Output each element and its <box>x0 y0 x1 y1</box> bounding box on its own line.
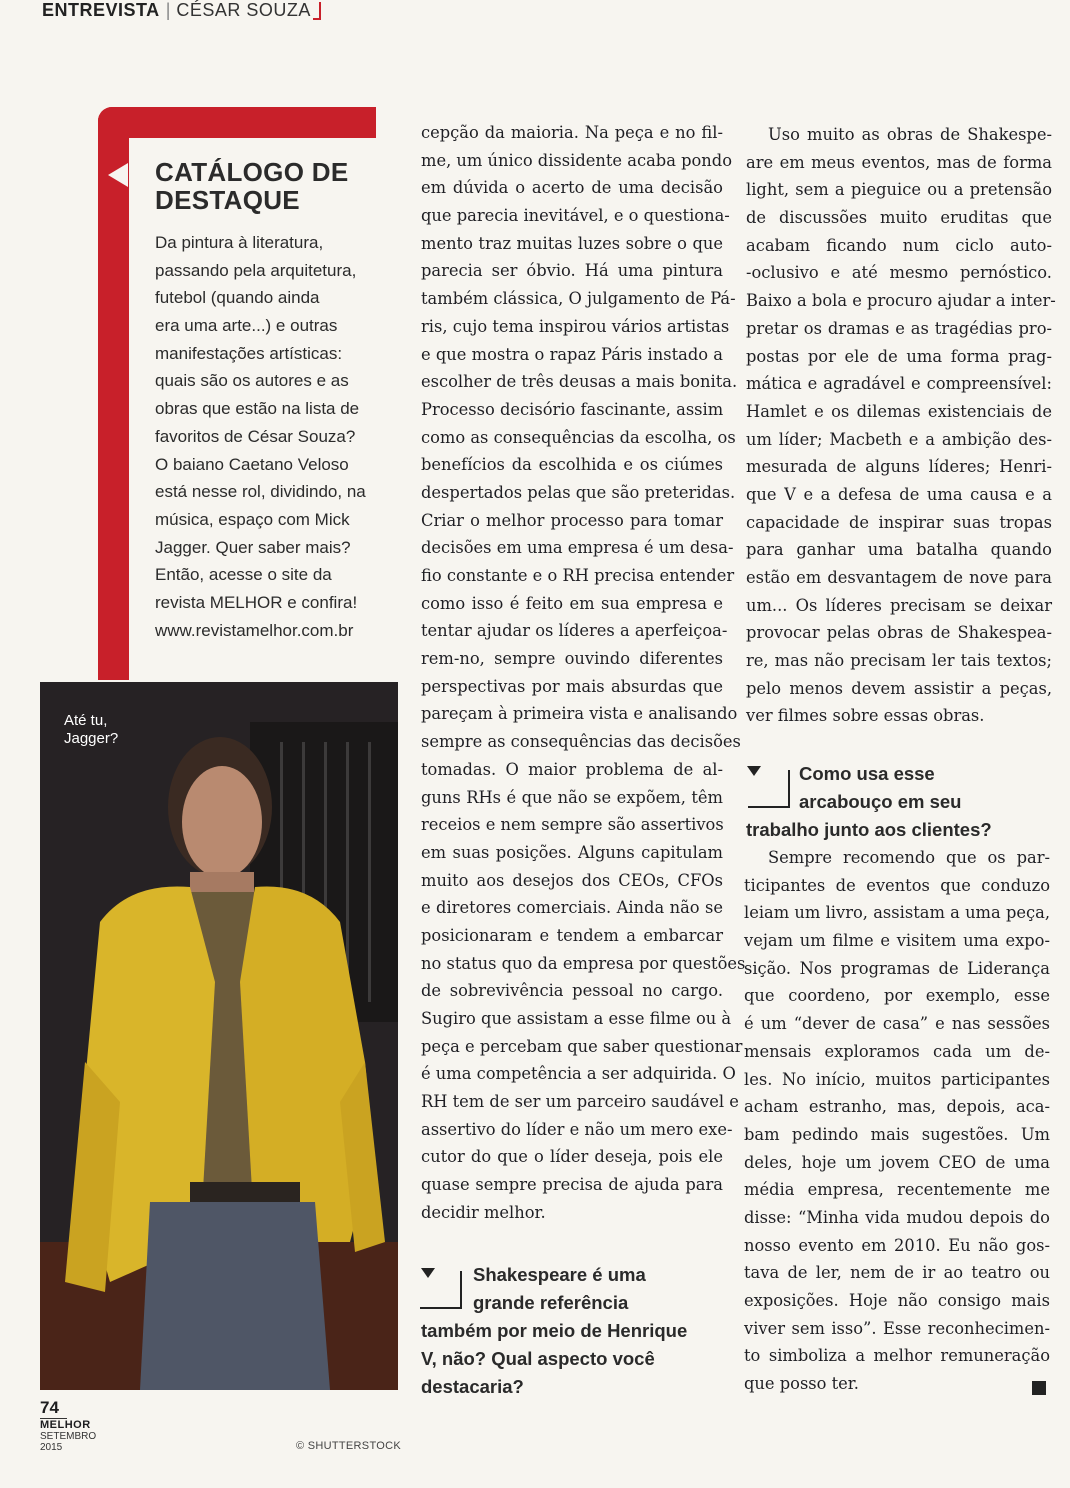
body-line: exposições. Hoje não consigo mais <box>744 1291 1050 1310</box>
sidebar-notch <box>108 163 128 187</box>
body-line: mensais exploramos cada um de- <box>744 1041 1050 1061</box>
question-line: Shakespeare é uma <box>473 1264 646 1285</box>
body-column-right <box>746 121 1056 730</box>
page-number: 74 <box>40 1398 67 1419</box>
body-line: é um “dever de casa” e nas sessões <box>744 1014 1050 1034</box>
question-bracket-mark <box>420 1271 462 1309</box>
photo-illustration <box>40 682 398 1390</box>
question-line: trabalho junto aos clientes? <box>746 819 992 840</box>
body-line: Sempre recomendo que os par- <box>768 848 1050 867</box>
body-line: sição. Nos programas de Liderança <box>744 958 1050 978</box>
question-heading-2-cont <box>746 816 992 844</box>
body-line: que coordeno, por exemplo, esse <box>744 986 1050 1006</box>
body-line: Processo decisório fascinante, assim <box>421 399 724 419</box>
photo-caption-line: Jagger? <box>64 730 119 747</box>
body-line: um... Os líderes precisam se deixar <box>746 595 1052 615</box>
sidebar-line: música, espaço com Mick <box>155 509 350 529</box>
sidebar-line: Da pintura à literatura, <box>155 233 324 252</box>
body-line: em suas posições. Alguns capitulam <box>421 842 723 862</box>
body-line: para ganhar uma batalha quando <box>746 540 1052 560</box>
body-line: viver sem isso”. Esse reconhecimen- <box>744 1318 1050 1338</box>
body-line: guns RHs é que não se expõem, têm <box>421 787 723 807</box>
question-line: arcabouço em seu <box>799 791 962 812</box>
header-separator: | <box>165 0 171 20</box>
body-line: é uma competência a ser adquirida. O <box>421 1064 736 1084</box>
body-line: peça e percebam que saber questionar <box>421 1036 743 1056</box>
body-line: light, sem a pieguice ou a pretensão <box>746 180 1052 200</box>
header-subject: CÉSAR SOUZA <box>176 0 311 20</box>
sidebar-title-line: CATÁLOGO DE <box>155 157 349 187</box>
body-line: pelo menos devem assistir a peças, <box>746 678 1052 698</box>
magazine-name: MELHOR <box>40 1419 91 1431</box>
body-line: postas por ele de uma forma prag- <box>746 346 1052 366</box>
page-folio <box>40 1398 96 1453</box>
sidebar-line: O baiano Caetano Veloso <box>155 454 349 474</box>
sidebar-line: favoritos de César Souza? <box>155 426 356 446</box>
body-line: que V e a defesa de uma causa e a <box>746 484 1052 504</box>
body-line: parecia ser óbvio. Há uma pintura <box>421 261 723 281</box>
question-line: V, não? Qual aspecto você <box>421 1348 655 1369</box>
body-line: disse: “Minha vida mudou depois do <box>744 1207 1050 1227</box>
body-line: Criar o melhor processo para tomar <box>421 510 723 530</box>
sidebar-line: obras que estão na lista de <box>155 399 360 419</box>
body-line: Sugiro que assistam a esse filme ou à <box>421 1009 732 1028</box>
sidebar-line: era uma arte...) e outras <box>155 316 338 336</box>
body-line: perspectivas por mais absurdas que <box>421 676 723 696</box>
body-line: rem-no, sempre ouvindo diferentes <box>421 649 723 669</box>
sidebar-line: quais são os autores e as <box>155 371 349 391</box>
running-header <box>42 0 321 26</box>
sidebar-line: futebol (quando ainda <box>155 288 320 308</box>
question-line: grande referência <box>473 1292 629 1313</box>
sidebar-text <box>155 229 385 644</box>
body-line: média empresa, recentemente me <box>744 1180 1050 1200</box>
body-line: e diretores comerciais. Ainda não se <box>421 898 723 918</box>
body-line: de discussões muito eruditas que <box>746 208 1052 228</box>
body-line: acabam ficando num ciclo auto- <box>746 235 1052 255</box>
question-heading-1 <box>473 1261 646 1317</box>
sidebar-line: passando pela arquitetura, <box>155 260 357 280</box>
sidebar-title <box>155 158 375 214</box>
end-of-article-square <box>1032 1381 1046 1395</box>
body-line: quase sempre precisa de ajuda para <box>421 1175 723 1195</box>
body-line: RH tem de ser um parceiro saudável e <box>421 1092 739 1112</box>
sidebar-website: www.revistamelhor.com.br <box>155 620 354 640</box>
sidebar-line: manifestações artísticas: <box>155 343 343 363</box>
body-line: decidir melhor. <box>421 1202 546 1222</box>
body-line: muito aos desejos dos CEOs, CFOs <box>421 870 723 890</box>
body-line: de sobrevivência pessoal no cargo. <box>421 981 723 1001</box>
photo-caption <box>64 712 164 748</box>
body-line: benefícios da escolhida e os ciúmes <box>421 455 723 475</box>
issue-month: SETEMBRO <box>40 1431 97 1442</box>
body-line: ver filmes sobre essas obras. <box>746 706 985 726</box>
question-line: Como usa esse <box>799 763 935 784</box>
body-line: e que mostra o rapaz Páris instado a <box>421 344 723 364</box>
body-line: mento traz muitas luzes sobre o que <box>421 233 723 253</box>
body-line: um líder; Macbeth e a ambição des- <box>746 429 1052 449</box>
body-line: despertados pelas que são preteridas. <box>421 482 736 502</box>
body-line: leiam um livro, assistam a uma peça, <box>744 903 1050 923</box>
body-column-middle <box>421 119 746 1227</box>
body-line: acham estranho, mas, depois, aca- <box>744 1097 1050 1117</box>
photo-caption-line: Até tu, <box>64 712 108 729</box>
sidebar-line: Então, acesse o site da <box>155 565 332 585</box>
sidebar-frame-left <box>98 107 129 680</box>
body-line: tava de ler, nem de ir ao teatro ou <box>744 1263 1050 1283</box>
body-line: les. No início, muitos participantes <box>744 1069 1050 1089</box>
question-heading-1-cont <box>421 1317 687 1401</box>
body-line: receios e nem sempre são assertivos <box>421 815 724 835</box>
body-line: mesurada de alguns líderes; Henri- <box>746 457 1052 477</box>
body-line: vejam um filme e visitem uma expo- <box>744 931 1050 951</box>
question-line: também por meio de Henrique <box>421 1320 688 1341</box>
body-line: cutor do que o líder deseja, pois ele <box>421 1147 723 1167</box>
section-label: ENTREVISTA <box>42 0 160 20</box>
header-corner-mark <box>313 2 321 20</box>
sidebar-line: está nesse rol, dividindo, na <box>155 482 366 502</box>
body-line: decisões em uma empresa é um desa- <box>421 538 734 558</box>
body-line: como as consequências da escolha, os <box>421 427 736 447</box>
body-line: escolher de três deusas a mais bonita. <box>421 372 738 392</box>
body-line: cepção da maioria. Na peça e no fil- <box>421 123 723 142</box>
body-line: tentar ajudar os líderes a aperfeiçoa- <box>421 621 728 641</box>
body-line: como isso é feito em sua empresa e <box>421 593 723 613</box>
body-line: em dúvida o acerto de uma decisão <box>421 178 723 198</box>
body-line: também clássica, O julgamento de Pá- <box>421 289 736 309</box>
question-bracket-mark <box>748 770 790 808</box>
body-line: provocar pelas obras de Shakespea- <box>746 623 1052 643</box>
body-line: que posso ter. <box>744 1374 859 1394</box>
body-line: sempre as consequências das decisões <box>421 732 741 752</box>
sidebar-line: Jagger. Quer saber mais? <box>155 537 351 557</box>
photo-credit: © SHUTTERSTOCK <box>296 1440 401 1452</box>
body-line: me, um único dissidente acaba pondo <box>421 150 733 170</box>
body-line: pretar os dramas e as tragédias pro- <box>746 318 1052 338</box>
sidebar-frame-inner-corner <box>129 138 143 152</box>
body-line: bam pedindo mais sugestões. Um <box>744 1124 1050 1144</box>
body-line: re, mas não precisam ler tais textos; <box>746 651 1052 671</box>
sidebar-title-line: DESTAQUE <box>155 185 300 215</box>
body-line: are em meus eventos, mas de forma <box>746 152 1052 172</box>
body-line: deles, hoje um jovem CEO de uma <box>744 1152 1050 1172</box>
body-line: posicionaram e tendem a embarcar <box>421 925 723 945</box>
body-line: que parecia inevitável, e o questiona- <box>421 206 730 226</box>
body-line: pareçam à primeira vista e analisando <box>421 704 738 724</box>
body-line: Baixo a bola e procuro ajudar a inter- <box>746 291 1056 311</box>
body-column-right-answer <box>744 844 1050 1398</box>
body-line: mática e agradável e compreensível: <box>746 374 1052 394</box>
body-line: -oclusivo e até mesmo pernóstico. <box>746 263 1052 283</box>
body-line: ticipantes de eventos que conduzo <box>744 875 1050 895</box>
body-line: no status quo da empresa por questões <box>421 953 746 973</box>
body-line: to simboliza a melhor remuneração <box>744 1346 1050 1366</box>
sidebar-frame-top <box>98 107 376 138</box>
body-line: ris, cujo tema inspirou vários artistas <box>421 316 730 336</box>
jagger-photo <box>40 682 398 1390</box>
body-line: Uso muito as obras de Shakespe- <box>768 125 1052 144</box>
body-line: estão em desvantagem de nove para <box>746 568 1052 587</box>
body-line: fio constante e o RH precisa entender <box>421 566 735 585</box>
question-heading-2 <box>799 760 961 816</box>
issue-year: 2015 <box>40 1442 63 1453</box>
sidebar-line: revista MELHOR e confira! <box>155 592 358 612</box>
question-line: destacaria? <box>421 1376 524 1397</box>
body-line: nosso evento em 2010. Eu não gos- <box>744 1235 1050 1255</box>
body-line: tomadas. O maior problema de al- <box>421 759 723 779</box>
body-line: capacidade de inspirar suas tropas <box>746 512 1052 532</box>
body-line: assertivo do líder e não um mero exe- <box>421 1119 733 1139</box>
body-line: Hamlet e os dilemas existenciais de <box>746 401 1052 421</box>
